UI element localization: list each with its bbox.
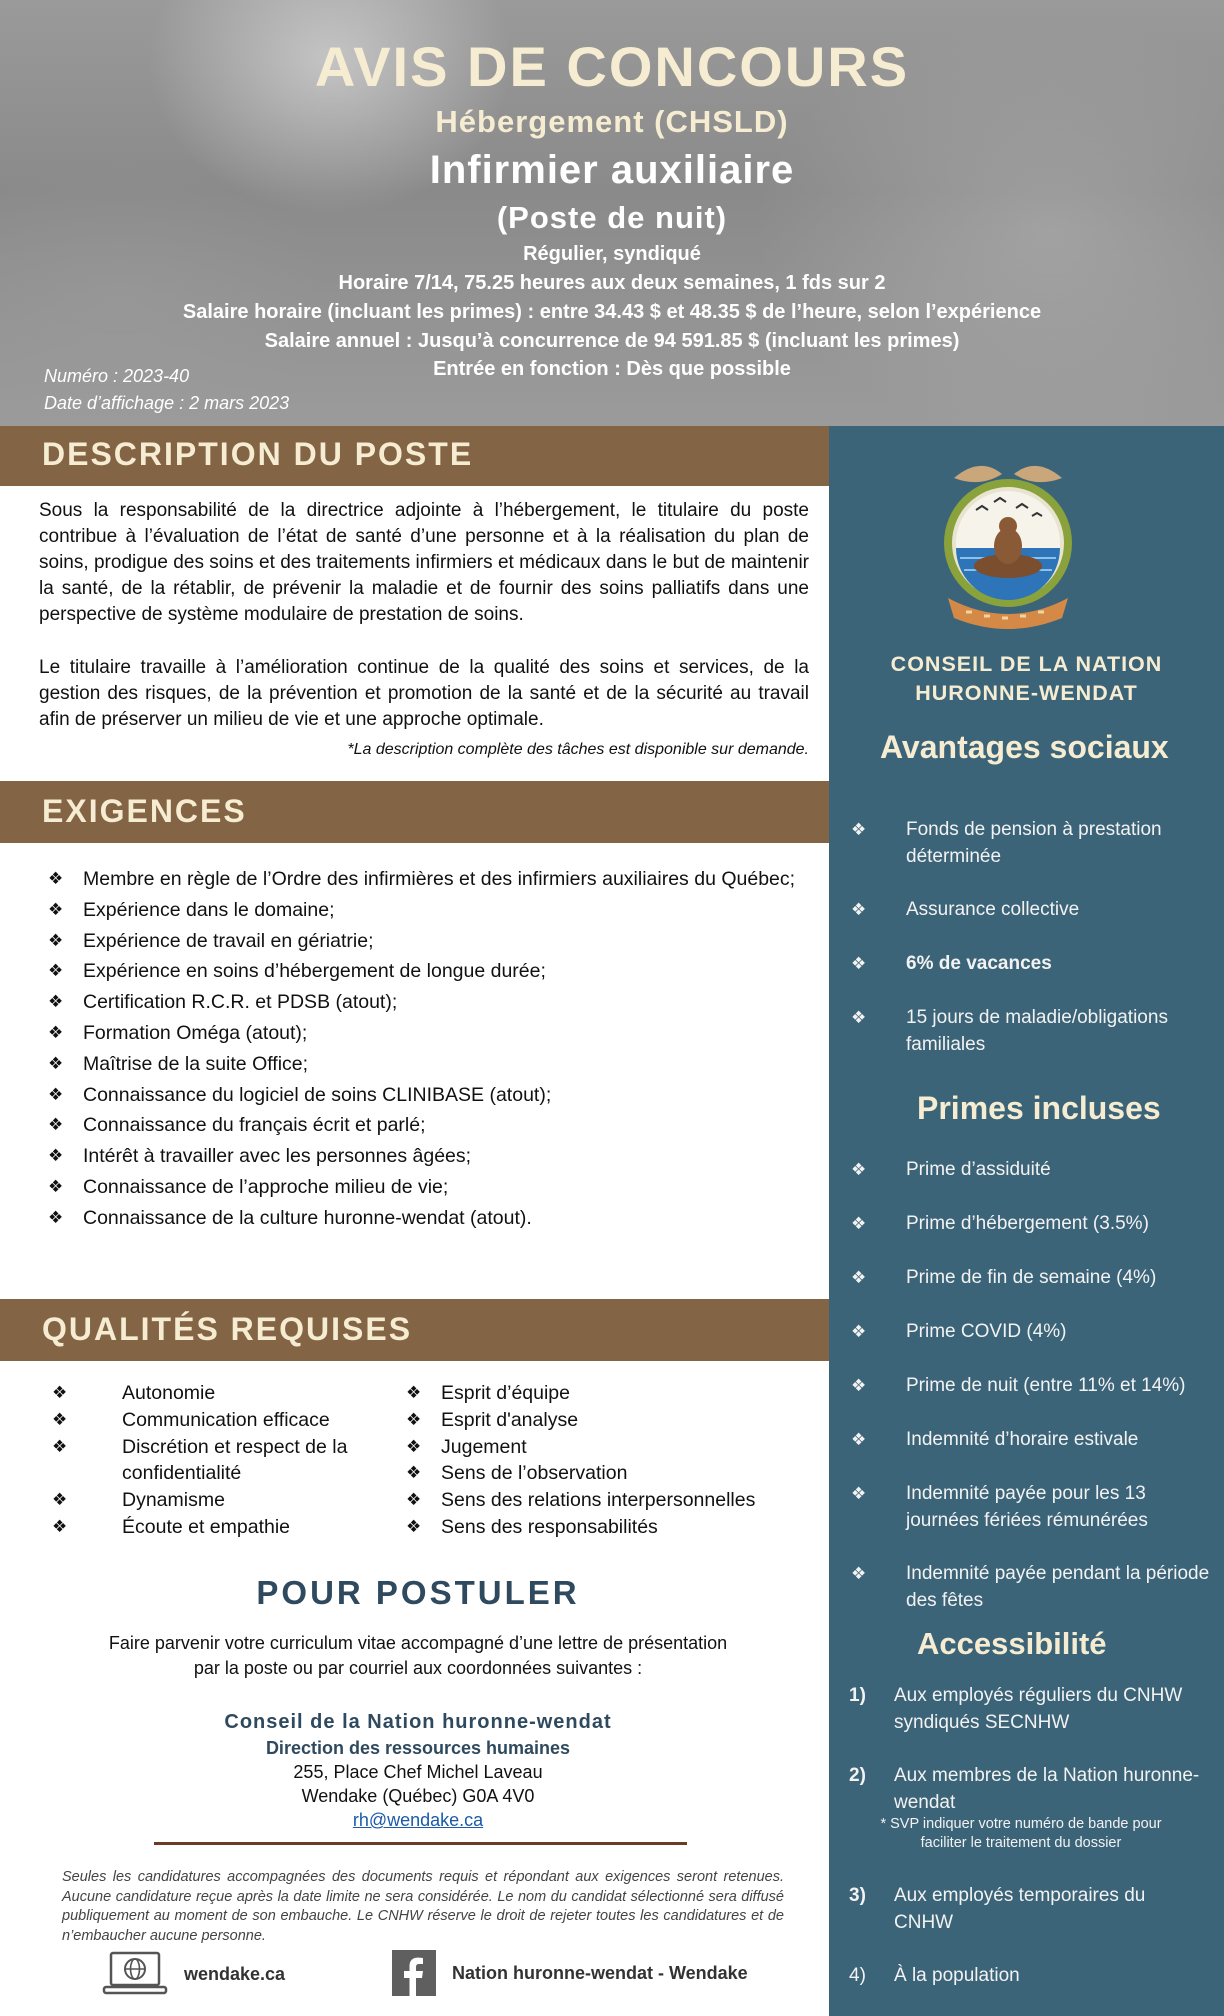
posting-date: Date d’affichage : 2 mars 2023	[44, 393, 290, 413]
page-title: AVIS DE CONCOURS	[314, 35, 910, 98]
list-item: ❖ Communication efficace	[52, 1407, 372, 1434]
footer-website-label: wendake.ca	[184, 1963, 286, 1984]
diamond-bullet-icon: ❖	[851, 1008, 867, 1027]
hero-line-hourly-salary: Salaire horaire (incluant les primes) : entre 34.43 $ et 48.35 $ de l’heure, selon l’expérience	[182, 301, 1042, 323]
list-item: ❖ Expérience en soins d’hébergement de longue durée;	[48, 956, 800, 987]
diamond-bullet-icon: ❖	[851, 1484, 867, 1503]
address-department: Direction des ressources humaines	[265, 1738, 571, 1758]
list-item: ❖ Prime d’assiduité	[851, 1156, 1211, 1183]
qualities-header	[0, 1299, 829, 1361]
list-item: 4) À la population	[849, 1965, 1020, 1986]
email-link[interactable]: rh@wendake.ca	[352, 1810, 484, 1830]
list-item: ❖ Connaissance du français écrit et parlé;	[48, 1110, 800, 1141]
diamond-bullet-icon: ❖	[48, 1053, 64, 1073]
diamond-bullet-icon: ❖	[406, 1463, 422, 1483]
hero-banner	[0, 0, 1224, 426]
list-item: ❖ Formation Oméga (atout);	[48, 1018, 800, 1049]
council-name: CONSEIL DE LA NATION HURONNE-WENDAT	[890, 652, 1163, 705]
list-item: 1) Aux employés réguliers du CNHW syndiqués SECNHW	[849, 1685, 1183, 1733]
diamond-bullet-icon: ❖	[851, 1376, 867, 1395]
apply-heading: POUR POSTULER	[256, 1574, 580, 1611]
diamond-bullet-icon: ❖	[52, 1409, 68, 1429]
diamond-bullet-icon: ❖	[48, 1115, 64, 1135]
diamond-bullet-icon: ❖	[48, 899, 64, 919]
description-header	[0, 426, 829, 486]
description-note: *La description complète des tâches est disponible sur demande.	[347, 741, 809, 758]
laptop-globe-icon	[102, 1950, 168, 1998]
diamond-bullet-icon: ❖	[48, 1207, 64, 1227]
facebook-icon	[392, 1950, 436, 1996]
list-item: ❖ Écoute et empathie	[52, 1514, 372, 1541]
list-item: ❖ Sens des relations interpersonnelles	[406, 1487, 816, 1514]
hero-line-annual-salary: Salaire annuel : Jusqu’à concurrence de 94 591.85 $ (incluant les primes)	[264, 330, 960, 352]
diamond-bullet-icon: ❖	[851, 1160, 867, 1179]
list-item: ❖ Expérience de travail en gériatrie;	[48, 926, 800, 957]
list-item: ❖ Autonomie	[52, 1380, 372, 1407]
diamond-bullet-icon: ❖	[406, 1383, 422, 1402]
list-item: ❖ Assurance collective	[851, 896, 1211, 923]
diamond-bullet-icon: ❖	[851, 820, 867, 839]
list-item: ❖ Certification R.C.R. et PDSB (atout);	[48, 987, 800, 1018]
list-item: 3) Aux employés temporaires du CNHW	[849, 1885, 1146, 1933]
list-item: ❖ Indemnité payée pour les 13 journées fériées rémunérées	[851, 1480, 1211, 1534]
list-item: ❖ Prime d’hébergement (3.5%)	[851, 1210, 1211, 1237]
list-item: ❖ Prime COVID (4%)	[851, 1318, 1211, 1345]
requirements-heading: EXIGENCES	[42, 793, 247, 829]
divider	[154, 1842, 687, 1845]
list-item: ❖ Prime de nuit (entre 11% et 14%)	[851, 1372, 1211, 1399]
list-item: ❖ Intérêt à travailler avec les personnes âgées;	[48, 1141, 800, 1172]
primes-heading: Primes incluses	[917, 1090, 1161, 1126]
diamond-bullet-icon: ❖	[48, 930, 64, 950]
list-item: ❖ Prime de fin de semaine (4%)	[851, 1264, 1211, 1291]
list-item: 2) Aux membres de la Nation huronne-wendat	[849, 1765, 1200, 1813]
diamond-bullet-icon: ❖	[52, 1383, 68, 1402]
list-item: ❖ Indemnité payée pendant la période des fêtes	[851, 1560, 1211, 1614]
address-city: Wendake (Québec) G0A 4V0	[301, 1786, 535, 1806]
diamond-bullet-icon: ❖	[52, 1516, 68, 1536]
diamond-bullet-icon: ❖	[48, 1176, 64, 1196]
diamond-bullet-icon: ❖	[851, 1214, 867, 1233]
description-paragraph-1: Sous la responsabilité de la directrice adjointe à l’hébergement, le titulaire du poste contribue à l’évaluation de l’état de santé d’une personne et à la réalisation du plan de soins, prodigue des soins et des traitements infirmiers et médicaux dans le but de maintenir la santé, de la rétablir, de prévenir la maladie et de fournir des soins palliatifs dans une perspective de système modulaire de prestation de soins.	[39, 500, 809, 625]
diamond-bullet-icon: ❖	[851, 1268, 867, 1287]
diamond-bullet-icon: ❖	[48, 992, 64, 1012]
diamond-bullet-icon: ❖	[406, 1436, 422, 1456]
diamond-bullet-icon: ❖	[851, 1564, 867, 1583]
diamond-bullet-icon: ❖	[48, 1022, 64, 1042]
diamond-bullet-icon: ❖	[406, 1516, 422, 1536]
list-item: ❖ 15 jours de maladie/obligations familiales	[851, 1004, 1211, 1058]
qualities-heading: QUALITÉS REQUISES	[42, 1311, 413, 1347]
requirements-header	[0, 781, 829, 843]
hero-line-schedule: Horaire 7/14, 75.25 heures aux deux semaines, 1 fds sur 2	[338, 272, 886, 294]
accessibility-heading: Accessibilité	[917, 1626, 1107, 1661]
nation-emblem-logo	[936, 448, 1080, 638]
footer-website[interactable]	[102, 1950, 285, 1998]
diamond-bullet-icon: ❖	[48, 1146, 64, 1166]
diamond-bullet-icon: ❖	[52, 1436, 68, 1456]
diamond-bullet-icon: ❖	[48, 961, 64, 981]
diamond-bullet-icon: ❖	[851, 900, 867, 919]
address-street: 255, Place Chef Michel Laveau	[293, 1762, 543, 1782]
apply-instructions: Faire parvenir votre curriculum vitae accompagné d’une lettre de présentation par la poste ou par courriel aux coordonnées suivantes :	[108, 1633, 728, 1678]
diamond-bullet-icon: ❖	[48, 1084, 64, 1104]
list-item: ❖ Membre en règle de l’Ordre des infirmières et des infirmiers auxiliaires du Québec;	[48, 864, 800, 895]
footer-facebook-label: Nation huronne-wendat - Wendake	[452, 1962, 748, 1983]
footer-facebook[interactable]	[392, 1950, 748, 1996]
diamond-bullet-icon: ❖	[52, 1490, 68, 1510]
accessibility-note: * SVP indiquer votre numéro de bande pour faciliter le traitement du dossier	[880, 1816, 1162, 1851]
job-title: Infirmier auxiliaire	[429, 148, 795, 192]
diamond-bullet-icon: ❖	[48, 869, 64, 888]
list-item: ❖ Fonds de pension à prestation déterminée	[851, 816, 1211, 870]
qualities-list-left	[52, 1380, 372, 1541]
list-item: ❖ Connaissance de la culture huronne-wendat (atout).	[48, 1203, 800, 1234]
list-item: ❖ Dynamisme	[52, 1487, 372, 1514]
diamond-bullet-icon: ❖	[406, 1409, 422, 1429]
list-item: ❖ Sens de l’observation	[406, 1460, 816, 1487]
list-item: ❖ Esprit d'analyse	[406, 1407, 816, 1434]
list-item: ❖ Maîtrise de la suite Office;	[48, 1049, 800, 1080]
shift-subtitle: (Poste de nuit)	[496, 200, 728, 235]
list-item: ❖ Connaissance de l’approche milieu de vie;	[48, 1172, 800, 1203]
diamond-bullet-icon: ❖	[406, 1490, 422, 1510]
list-item: ❖ Expérience dans le domaine;	[48, 895, 800, 926]
requirements-list	[48, 864, 800, 1234]
list-item: ❖ Sens des responsabilités	[406, 1514, 816, 1541]
department-subtitle: Hébergement (CHSLD)	[435, 104, 789, 139]
benefits-heading: Avantages sociaux	[880, 729, 1169, 765]
list-item: ❖ Jugement	[406, 1434, 816, 1461]
posting-number: Numéro : 2023-40	[44, 366, 190, 386]
description-paragraph-2: Le titulaire travaille à l’amélioration continue de la qualité des soins et services, de la gestion des risques, de la prévention et promotion de la santé et de la sécurité au travail afin de préserver un milieu de vie et une approche optimale.	[39, 657, 809, 730]
list-item: ❖ Indemnité d’horaire estivale	[851, 1426, 1211, 1453]
description-heading: DESCRIPTION DU POSTE	[42, 436, 474, 472]
sidebar	[829, 426, 1224, 2016]
diamond-bullet-icon: ❖	[851, 954, 867, 973]
hero-line-status: Régulier, syndiqué	[523, 243, 701, 265]
list-item: ❖ Connaissance du logiciel de soins CLINIBASE (atout);	[48, 1080, 800, 1111]
hero-line-start-date: Entrée en fonction : Dès que possible	[433, 358, 791, 380]
list-item: ❖ Discrétion et respect de la confidentialité	[52, 1435, 348, 1485]
qualities-list-right	[406, 1380, 816, 1541]
list-item: ❖ Esprit d’équipe	[406, 1380, 816, 1407]
diamond-bullet-icon: ❖	[851, 1430, 867, 1449]
address-organization: Conseil de la Nation huronne-wendat	[224, 1711, 612, 1733]
disclaimer-text: Seules les candidatures accompagnées des documents requis et répondant aux exigences seront retenues. Aucune candidature reçue après la date limite ne sera considérée. Le nom du candidat sélectionné sera diffusé publiquement au moment de son embauche. Le CNHW réserve le droit de rejeter toutes les candidatures et de n’embaucher aucune personne.	[62, 1869, 784, 1944]
diamond-bullet-icon: ❖	[851, 1322, 867, 1341]
list-item: ❖ 6% de vacances	[851, 950, 1211, 977]
